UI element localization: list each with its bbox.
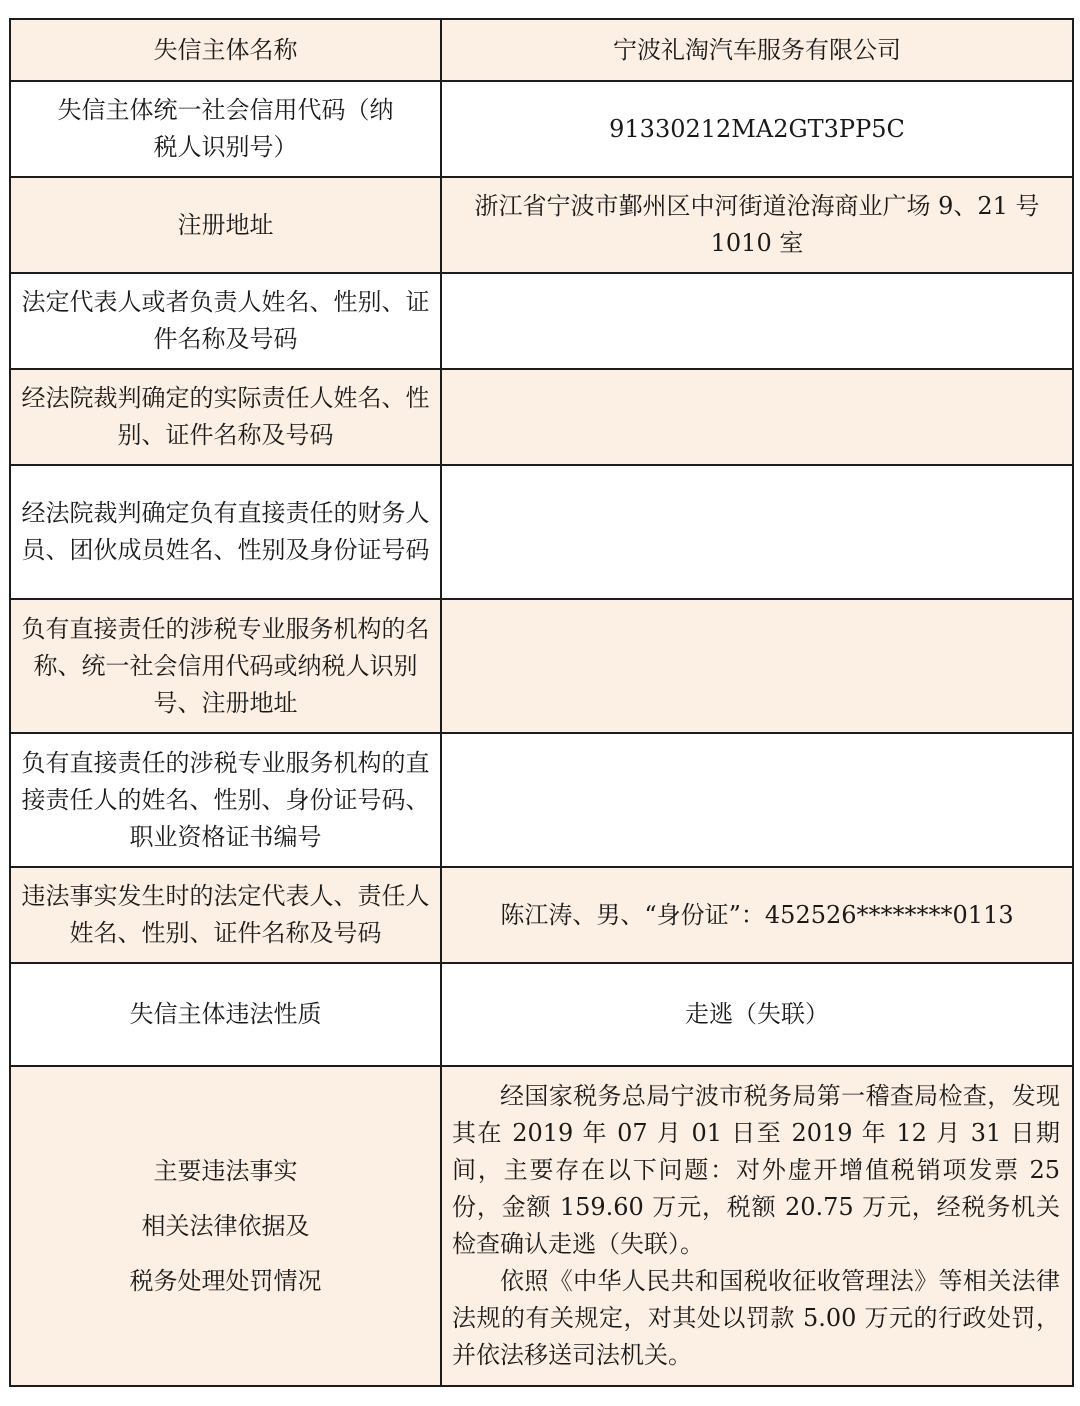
row-main-facts <box>10 1066 1073 1386</box>
value-main-facts <box>441 1066 1073 1386</box>
dishonest-entity-table <box>9 18 1074 1387</box>
value-entity-name: 宁波礼淘汽车服务有限公司 <box>441 19 1073 81</box>
label-entity-name: 失信主体名称 <box>10 19 441 81</box>
value-violation-representative: 陈江涛、男、“身份证”：452526********0113 <box>441 867 1073 963</box>
value-registered-address: 浙江省宁波市鄞州区中河街道沧海商业广场 9、21 号 1010 室 <box>441 177 1073 273</box>
row-tax-agency <box>10 599 1073 733</box>
label-main-facts <box>10 1066 441 1386</box>
label-violation-nature: 失信主体违法性质 <box>10 963 441 1066</box>
row-tax-agency-person <box>10 733 1073 867</box>
row-violation-representative <box>10 867 1073 963</box>
value-legal-representative <box>441 273 1073 369</box>
row-credit-code <box>10 81 1073 177</box>
value-tax-agency <box>441 599 1073 733</box>
label-registered-address: 注册地址 <box>10 177 441 273</box>
label-actual-responsible: 经法院裁判确定的实际责任人姓名、性别、证件名称及号码 <box>10 369 441 465</box>
label-finance-staff: 经法院裁判确定负有直接责任的财务人员、团伙成员姓名、性别及身份证号码 <box>10 465 441 599</box>
label-tax-agency-person: 负有直接责任的涉税专业服务机构的直接责任人的姓名、性别、身份证号码、职业资格证书编号 <box>10 733 441 867</box>
row-actual-responsible <box>10 369 1073 465</box>
row-legal-representative <box>10 273 1073 369</box>
label-tax-agency: 负有直接责任的涉税专业服务机构的名称、统一社会信用代码或纳税人识别号、注册地址 <box>10 599 441 733</box>
facts-paragraph-penalty: 依照《中华人民共和国税收征收管理法》等相关法律法规的有关规定，对其处以罚款 5.00 万元的行政处罚，并依法移送司法机关。 <box>452 1267 1060 1369</box>
value-tax-agency-person <box>441 733 1073 867</box>
row-violation-nature <box>10 963 1073 1066</box>
facts-paragraph-inspection: 经国家税务总局宁波市税务局第一稽查局检查，发现其在 2019 年 07 月 01 日至 2019 年 12 月 31 日期间，主要存在以下问题：对外虚开增值税销项发票 25 份，金额 159.60 万元，税额 20.75 万元，经税务机关检查确认走逃（失联）。 <box>452 1082 1060 1258</box>
label-main-facts-line-1: 主要违法事实 <box>153 1156 298 1185</box>
label-credit-code: 失信主体统一社会信用代码（纳税人识别号） <box>10 81 441 177</box>
label-violation-representative: 违法事实发生时的法定代表人、责任人姓名、性别、证件名称及号码 <box>10 867 441 963</box>
label-legal-representative: 法定代表人或者负责人姓名、性别、证件名称及号码 <box>10 273 441 369</box>
row-registered-address <box>10 177 1073 273</box>
value-finance-staff <box>441 465 1073 599</box>
label-main-facts-line-3: 税务处理处罚情况 <box>129 1266 322 1295</box>
value-credit-code: 91330212MA2GT3PP5C <box>441 81 1073 177</box>
row-finance-staff <box>10 465 1073 599</box>
label-main-facts-line-2: 相关法律依据及 <box>141 1211 310 1240</box>
value-actual-responsible <box>441 369 1073 465</box>
row-entity-name <box>10 19 1073 81</box>
value-violation-nature: 走逃（失联） <box>441 963 1073 1066</box>
